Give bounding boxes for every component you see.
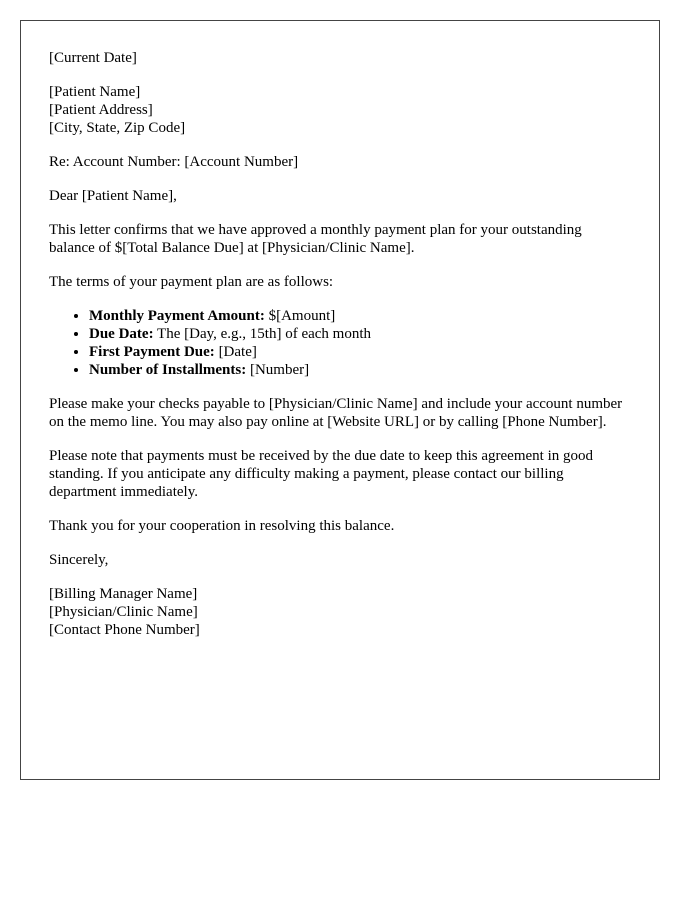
recipient-street: [Patient Address] [49,102,153,118]
re-line: Re: Account Number: [Account Number] [49,154,299,170]
paragraph-note: Please note that payments must be received by the due date to keep this agreement in good standing. If you anticipate any difficulty making a payment, please contact our billing department immediately. [49,448,593,500]
term-item [89,307,631,325]
letter-document [20,20,660,780]
terms-list [49,307,631,379]
term-item [89,361,631,379]
signature-block [49,585,631,639]
term-label: First Payment Due: [89,344,215,360]
terms-intro: The terms of your payment plan are as follows: [49,274,334,290]
signature-name: [Billing Manager Name] [49,586,198,602]
term-value: $[Amount] [264,308,336,324]
term-label: Due Date: [89,326,154,342]
paragraph-confirm: This letter confirms that we have approved a monthly payment plan for your outstanding balance of $[Total Balance Due] at [Physician/Clinic Name]. [49,222,582,256]
term-label: Number of Installments: [89,362,247,378]
term-value: [Number] [246,362,310,378]
recipient-name: [Patient Name] [49,84,141,100]
recipient-address [49,83,631,137]
signature-phone: [Contact Phone Number] [49,622,200,638]
closing: Sincerely, [49,552,109,568]
paragraph-payment: Please make your checks payable to [Physician/Clinic Name] and include your account number on the memo line. You may also pay online at [Website URL] or by calling [Phone Number]. [49,396,623,430]
recipient-city-state-zip: [City, State, Zip Code] [49,120,186,136]
term-label: Monthly Payment Amount: [89,308,265,324]
date-text: [Current Date] [49,50,137,66]
term-value: [Date] [214,344,257,360]
signature-clinic: [Physician/Clinic Name] [49,604,198,620]
term-value: The [Day, e.g., 15th] of each month [153,326,372,342]
letter-date [49,49,631,67]
paragraph-thanks: Thank you for your cooperation in resolving this balance. [49,518,395,534]
term-item [89,325,631,343]
term-item [89,343,631,361]
salutation: Dear [Patient Name], [49,188,177,204]
